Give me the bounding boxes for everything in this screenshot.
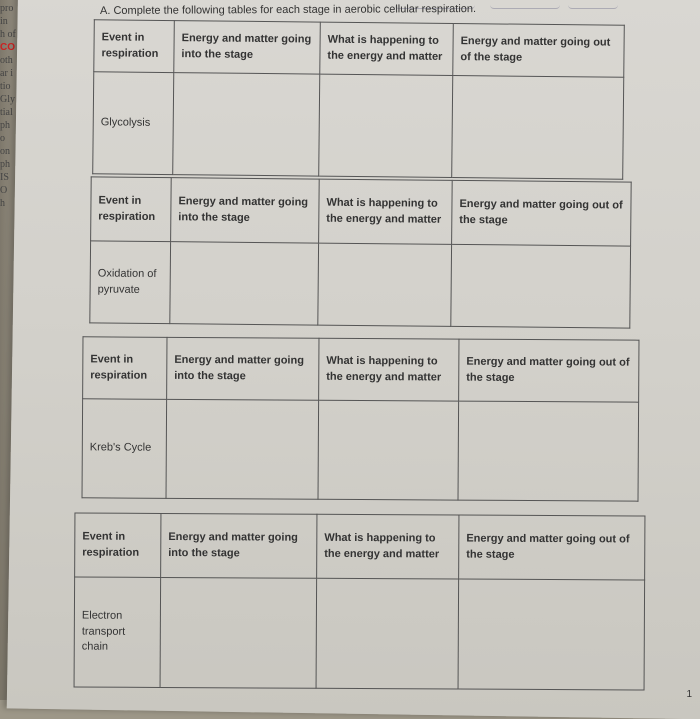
answer-cell-energy-in[interactable]	[160, 577, 317, 688]
header-energy-out: Energy and matter going out of the stage	[459, 515, 645, 580]
header-energy-out: Energy and matter going out of the stage	[452, 180, 632, 246]
header-energy-in: Energy and matter going into the stage	[174, 21, 321, 75]
header-energy-in: Energy and matter going into the stage	[161, 513, 317, 578]
stage-table-krebs-cycle	[82, 336, 640, 501]
table-header-row	[75, 513, 645, 580]
stage-name: Kreb's Cycle	[82, 399, 167, 499]
table-header-row	[94, 20, 625, 78]
handwriting-scribble	[568, 0, 618, 9]
stage-name: Electron transport chain	[74, 577, 161, 687]
header-energy-in: Energy and matter going into the stage	[171, 178, 320, 243]
instruction-text: A. Complete the following tables for each stage in aerobic cellular respiration.	[99, 3, 477, 17]
stage-table-electron-transport-chain	[74, 513, 646, 691]
answer-cell-energy-out[interactable]	[451, 244, 631, 328]
margin-fragment: in	[0, 16, 8, 27]
margin-fragment: oth	[0, 55, 13, 66]
margin-fragment: pro	[0, 3, 14, 14]
answer-cell-happening[interactable]	[319, 74, 453, 177]
stage-name: Glycolysis	[93, 72, 174, 175]
margin-fragment: CO	[0, 42, 15, 53]
stage-table-oxidation-of-pyruvate	[89, 176, 631, 328]
stage-name: Oxidation of pyruvate	[90, 241, 171, 324]
header-happening: What is happening to the energy and matter	[317, 514, 459, 579]
header-event: Event in respiration	[94, 20, 175, 73]
header-energy-out: Energy and matter going out of the stage	[453, 23, 625, 77]
answer-cell-energy-in[interactable]	[170, 242, 319, 325]
margin-fragment: h	[0, 198, 5, 209]
margin-fragment: ph	[0, 120, 10, 131]
handwriting-scribble	[490, 0, 560, 9]
margin-fragment: ph	[0, 159, 10, 170]
margin-fragment: Gly	[0, 94, 15, 105]
header-event: Event in respiration	[83, 337, 167, 400]
page-number: 1	[686, 689, 692, 700]
header-event: Event in respiration	[91, 177, 172, 242]
answer-cell-energy-out[interactable]	[452, 75, 624, 179]
header-happening: What is happening to the energy and matter	[320, 22, 454, 75]
answer-cell-energy-out[interactable]	[458, 579, 645, 690]
margin-fragment: o	[0, 133, 5, 144]
header-happening: What is happening to the energy and matter	[319, 179, 453, 244]
table-row	[93, 72, 624, 180]
margin-fragment: ar i	[0, 68, 14, 79]
table-row	[74, 577, 645, 690]
header-energy-out: Energy and matter going out of the stage	[459, 339, 639, 402]
answer-cell-happening[interactable]	[318, 243, 452, 326]
margin-fragment: on	[0, 146, 10, 157]
answer-cell-happening[interactable]	[318, 400, 459, 500]
header-event: Event in respiration	[75, 513, 161, 577]
answer-cell-energy-in[interactable]	[166, 399, 319, 499]
header-happening: What is happening to the energy and matter	[319, 338, 459, 401]
margin-fragment: O	[0, 185, 8, 196]
header-energy-in: Energy and matter going into the stage	[167, 337, 319, 400]
margin-fragment: h of	[0, 29, 16, 40]
table-row	[90, 241, 631, 328]
answer-cell-energy-out[interactable]	[458, 401, 639, 501]
margin-fragment: IS	[0, 172, 9, 183]
answer-cell-happening[interactable]	[316, 578, 459, 689]
table-header-row	[83, 337, 639, 402]
stage-table-glycolysis	[92, 19, 625, 180]
margin-fragment: tial	[0, 107, 13, 118]
margin-fragment: tio	[0, 81, 11, 92]
answer-cell-energy-in[interactable]	[173, 73, 320, 177]
table-row	[82, 399, 639, 501]
table-header-row	[91, 177, 632, 246]
